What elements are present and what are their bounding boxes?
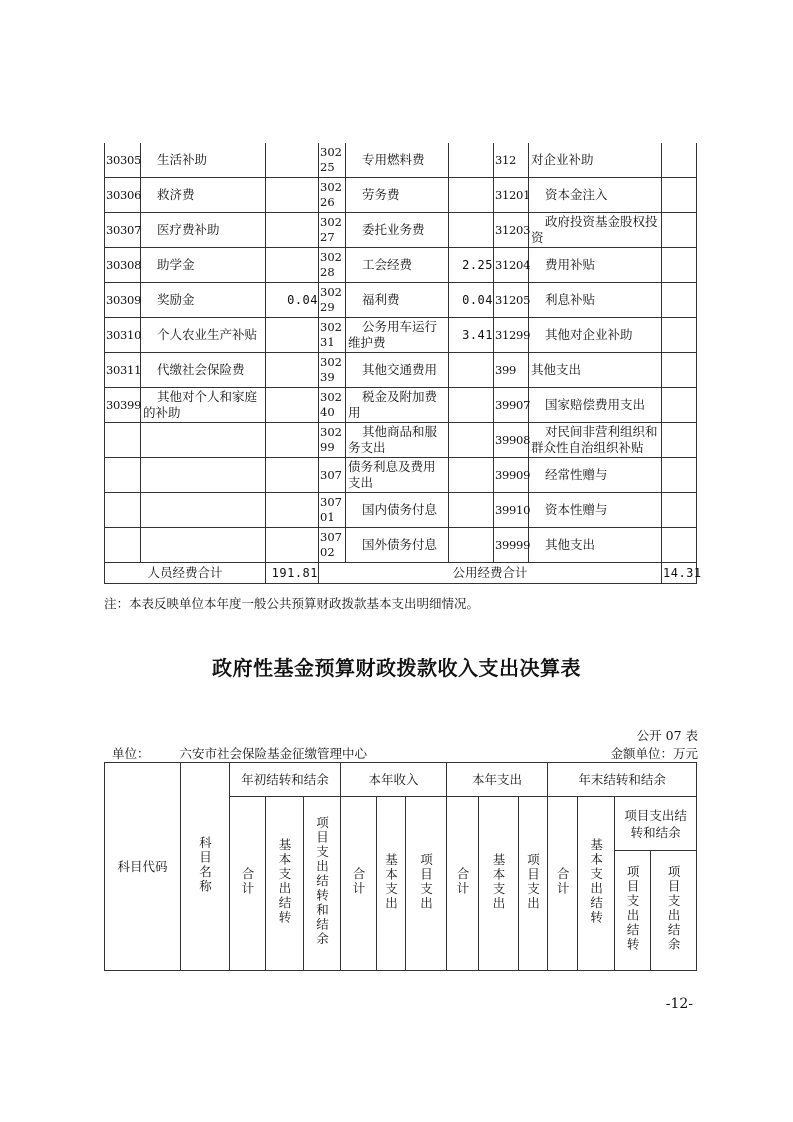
code-cell: 30308 bbox=[105, 248, 141, 283]
code-cell: 39910 bbox=[494, 493, 529, 528]
name-cell: 国内债务付息 bbox=[346, 493, 449, 528]
name-cell: 奖励金 bbox=[141, 283, 266, 318]
code-cell: 30305 bbox=[105, 143, 141, 178]
personnel-total-label: 人员经费合计 bbox=[105, 563, 266, 584]
value-cell bbox=[266, 248, 319, 283]
code-cell: 302 26 bbox=[319, 178, 346, 213]
code-cell: 307 02 bbox=[319, 528, 346, 563]
value-cell bbox=[662, 493, 697, 528]
name-cell: 其他对个人和家庭的补助 bbox=[141, 388, 266, 423]
table-row bbox=[105, 388, 697, 423]
code-cell: 30306 bbox=[105, 178, 141, 213]
table-row bbox=[105, 283, 697, 318]
name-cell: 委托业务费 bbox=[346, 213, 449, 248]
unit-value: 六安市社会保险基金征缴管理中心 bbox=[179, 746, 368, 761]
code-cell: 302 29 bbox=[319, 283, 346, 318]
value-cell bbox=[449, 458, 494, 493]
code-cell: 31203 bbox=[494, 213, 529, 248]
value-cell: 0.04 bbox=[266, 283, 319, 318]
page-number: -12- bbox=[665, 996, 693, 1012]
name-cell: 债务利息及费用支出 bbox=[346, 458, 449, 493]
page-title: 政府性基金预算财政拨款收入支出决算表 bbox=[212, 656, 581, 680]
value-cell bbox=[449, 423, 494, 458]
personnel-total-value: 191.81 bbox=[266, 563, 319, 584]
name-cell: 福利费 bbox=[346, 283, 449, 318]
value-cell bbox=[662, 143, 697, 178]
value-cell bbox=[266, 353, 319, 388]
value-cell bbox=[266, 318, 319, 353]
header-opening: 年初结转和结余 bbox=[230, 763, 341, 797]
name-cell: 政府投资基金股权投资 bbox=[529, 213, 662, 248]
header-opening-total: 合计 bbox=[230, 797, 266, 971]
public-total-value: 14.31 bbox=[662, 563, 697, 584]
code-cell: 307 01 bbox=[319, 493, 346, 528]
value-cell bbox=[449, 388, 494, 423]
value-cell: 3.41 bbox=[449, 318, 494, 353]
value-cell bbox=[449, 353, 494, 388]
header-expense: 本年支出 bbox=[447, 763, 548, 797]
name-cell: 生活补助 bbox=[141, 143, 266, 178]
amount-unit: 金额单位：万元 bbox=[610, 746, 698, 761]
value-cell: 2.25 bbox=[449, 248, 494, 283]
value-cell bbox=[266, 178, 319, 213]
code-cell: 30309 bbox=[105, 283, 141, 318]
code-cell: 30311 bbox=[105, 353, 141, 388]
code-cell: 30310 bbox=[105, 318, 141, 353]
value-cell bbox=[449, 178, 494, 213]
value-cell bbox=[266, 143, 319, 178]
value-cell bbox=[266, 388, 319, 423]
header-closing-total: 合计 bbox=[548, 797, 578, 971]
name-cell: 工会经费 bbox=[346, 248, 449, 283]
form-number: 公开 07 表 bbox=[636, 728, 698, 743]
table-row bbox=[105, 178, 697, 213]
header-expense-total: 合计 bbox=[447, 797, 479, 971]
table-note: 注：本表反映单位本年度一般公共预算财政拨款基本支出明细情况。 bbox=[104, 596, 480, 611]
name-cell: 税金及附加费用 bbox=[346, 388, 449, 423]
name-cell: 其他支出 bbox=[529, 528, 662, 563]
table-row bbox=[105, 248, 697, 283]
code-cell bbox=[105, 528, 141, 563]
name-cell: 专用燃料费 bbox=[346, 143, 449, 178]
table-row bbox=[105, 318, 697, 353]
table-row bbox=[105, 528, 697, 563]
unit-label: 单位： bbox=[112, 746, 150, 761]
code-cell: 302 99 bbox=[319, 423, 346, 458]
value-cell bbox=[662, 388, 697, 423]
value-cell bbox=[449, 528, 494, 563]
name-cell: 国外债务付息 bbox=[346, 528, 449, 563]
name-cell bbox=[141, 423, 266, 458]
code-cell: 31204 bbox=[494, 248, 529, 283]
table-row bbox=[105, 143, 697, 178]
header-opening-project: 项目支出结转和结余 bbox=[304, 797, 341, 971]
value-cell bbox=[266, 493, 319, 528]
basic-expenditure-detail-table bbox=[104, 143, 702, 584]
value-cell bbox=[662, 213, 697, 248]
code-cell bbox=[105, 493, 141, 528]
value-cell bbox=[662, 178, 697, 213]
totals-row bbox=[105, 563, 697, 584]
government-fund-table bbox=[104, 762, 697, 971]
name-cell: 公务用车运行维护费 bbox=[346, 318, 449, 353]
name-cell: 医疗费补助 bbox=[141, 213, 266, 248]
header-closing-basic-carry: 基本支出结转 bbox=[578, 797, 615, 971]
value-cell bbox=[266, 458, 319, 493]
code-cell: 302 31 bbox=[319, 318, 346, 353]
code-cell: 39999 bbox=[494, 528, 529, 563]
code-cell: 302 28 bbox=[319, 248, 346, 283]
name-cell: 资本性赠与 bbox=[529, 493, 662, 528]
header-income-project: 项目支出 bbox=[406, 797, 447, 971]
name-cell: 劳务费 bbox=[346, 178, 449, 213]
header-income-basic: 基本支出 bbox=[377, 797, 406, 971]
table-row bbox=[105, 213, 697, 248]
header-income: 本年收入 bbox=[341, 763, 447, 797]
code-cell: 31205 bbox=[494, 283, 529, 318]
unit-line bbox=[112, 744, 367, 762]
name-cell: 其他支出 bbox=[529, 353, 662, 388]
name-cell: 利息补贴 bbox=[529, 283, 662, 318]
code-cell: 31201 bbox=[494, 178, 529, 213]
code-cell: 302 25 bbox=[319, 143, 346, 178]
value-cell bbox=[662, 353, 697, 388]
code-cell: 39907 bbox=[494, 388, 529, 423]
value-cell bbox=[662, 283, 697, 318]
code-cell: 399 bbox=[494, 353, 529, 388]
code-cell: 39908 bbox=[494, 423, 529, 458]
value-cell bbox=[449, 213, 494, 248]
name-cell: 费用补贴 bbox=[529, 248, 662, 283]
table-row bbox=[105, 423, 697, 458]
header-income-total: 合计 bbox=[341, 797, 377, 971]
code-cell bbox=[105, 458, 141, 493]
header-closing: 年末结转和结余 bbox=[548, 763, 697, 797]
name-cell bbox=[141, 458, 266, 493]
header-expense-basic: 基本支出 bbox=[479, 797, 519, 971]
value-cell bbox=[662, 458, 697, 493]
header-expense-project: 项目支出 bbox=[519, 797, 548, 971]
table-row bbox=[105, 493, 697, 528]
code-cell: 30399 bbox=[105, 388, 141, 423]
code-cell: 31299 bbox=[494, 318, 529, 353]
code-cell: 302 40 bbox=[319, 388, 346, 423]
public-total-label: 公用经费合计 bbox=[319, 563, 662, 584]
table-row bbox=[105, 458, 697, 493]
name-cell bbox=[141, 528, 266, 563]
value-cell bbox=[266, 423, 319, 458]
value-cell bbox=[662, 248, 697, 283]
name-cell: 代缴社会保险费 bbox=[141, 353, 266, 388]
code-cell: 307 bbox=[319, 458, 346, 493]
header-closing-project-balance: 项目支出结余 bbox=[651, 851, 697, 971]
value-cell bbox=[266, 528, 319, 563]
value-cell bbox=[662, 528, 697, 563]
name-cell: 经常性赠与 bbox=[529, 458, 662, 493]
value-cell: 0.04 bbox=[449, 283, 494, 318]
name-cell: 其他商品和服务支出 bbox=[346, 423, 449, 458]
name-cell: 国家赔偿费用支出 bbox=[529, 388, 662, 423]
header-closing-project-carry: 项目支出结转 bbox=[615, 851, 651, 971]
value-cell bbox=[266, 213, 319, 248]
header-closing-project: 项目支出结转和结余 bbox=[615, 797, 697, 851]
header-code: 科目代码 bbox=[105, 763, 181, 971]
value-cell bbox=[662, 318, 697, 353]
code-cell bbox=[105, 423, 141, 458]
table-row bbox=[105, 353, 697, 388]
value-cell bbox=[449, 143, 494, 178]
code-cell: 302 39 bbox=[319, 353, 346, 388]
header-name: 科目名称 bbox=[181, 763, 230, 971]
name-cell: 资本金注入 bbox=[529, 178, 662, 213]
code-cell: 30307 bbox=[105, 213, 141, 248]
code-cell: 39909 bbox=[494, 458, 529, 493]
name-cell: 其他对企业补助 bbox=[529, 318, 662, 353]
code-cell: 302 27 bbox=[319, 213, 346, 248]
name-cell: 对企业补助 bbox=[529, 143, 662, 178]
name-cell: 个人农业生产补贴 bbox=[141, 318, 266, 353]
header-opening-basic-carry: 基本支出结转 bbox=[266, 797, 304, 971]
name-cell: 救济费 bbox=[141, 178, 266, 213]
name-cell: 其他交通费用 bbox=[346, 353, 449, 388]
value-cell bbox=[662, 423, 697, 458]
name-cell: 对民间非营利组织和群众性自治组织补贴 bbox=[529, 423, 662, 458]
code-cell: 312 bbox=[494, 143, 529, 178]
name-cell: 助学金 bbox=[141, 248, 266, 283]
value-cell bbox=[449, 493, 494, 528]
name-cell bbox=[141, 493, 266, 528]
